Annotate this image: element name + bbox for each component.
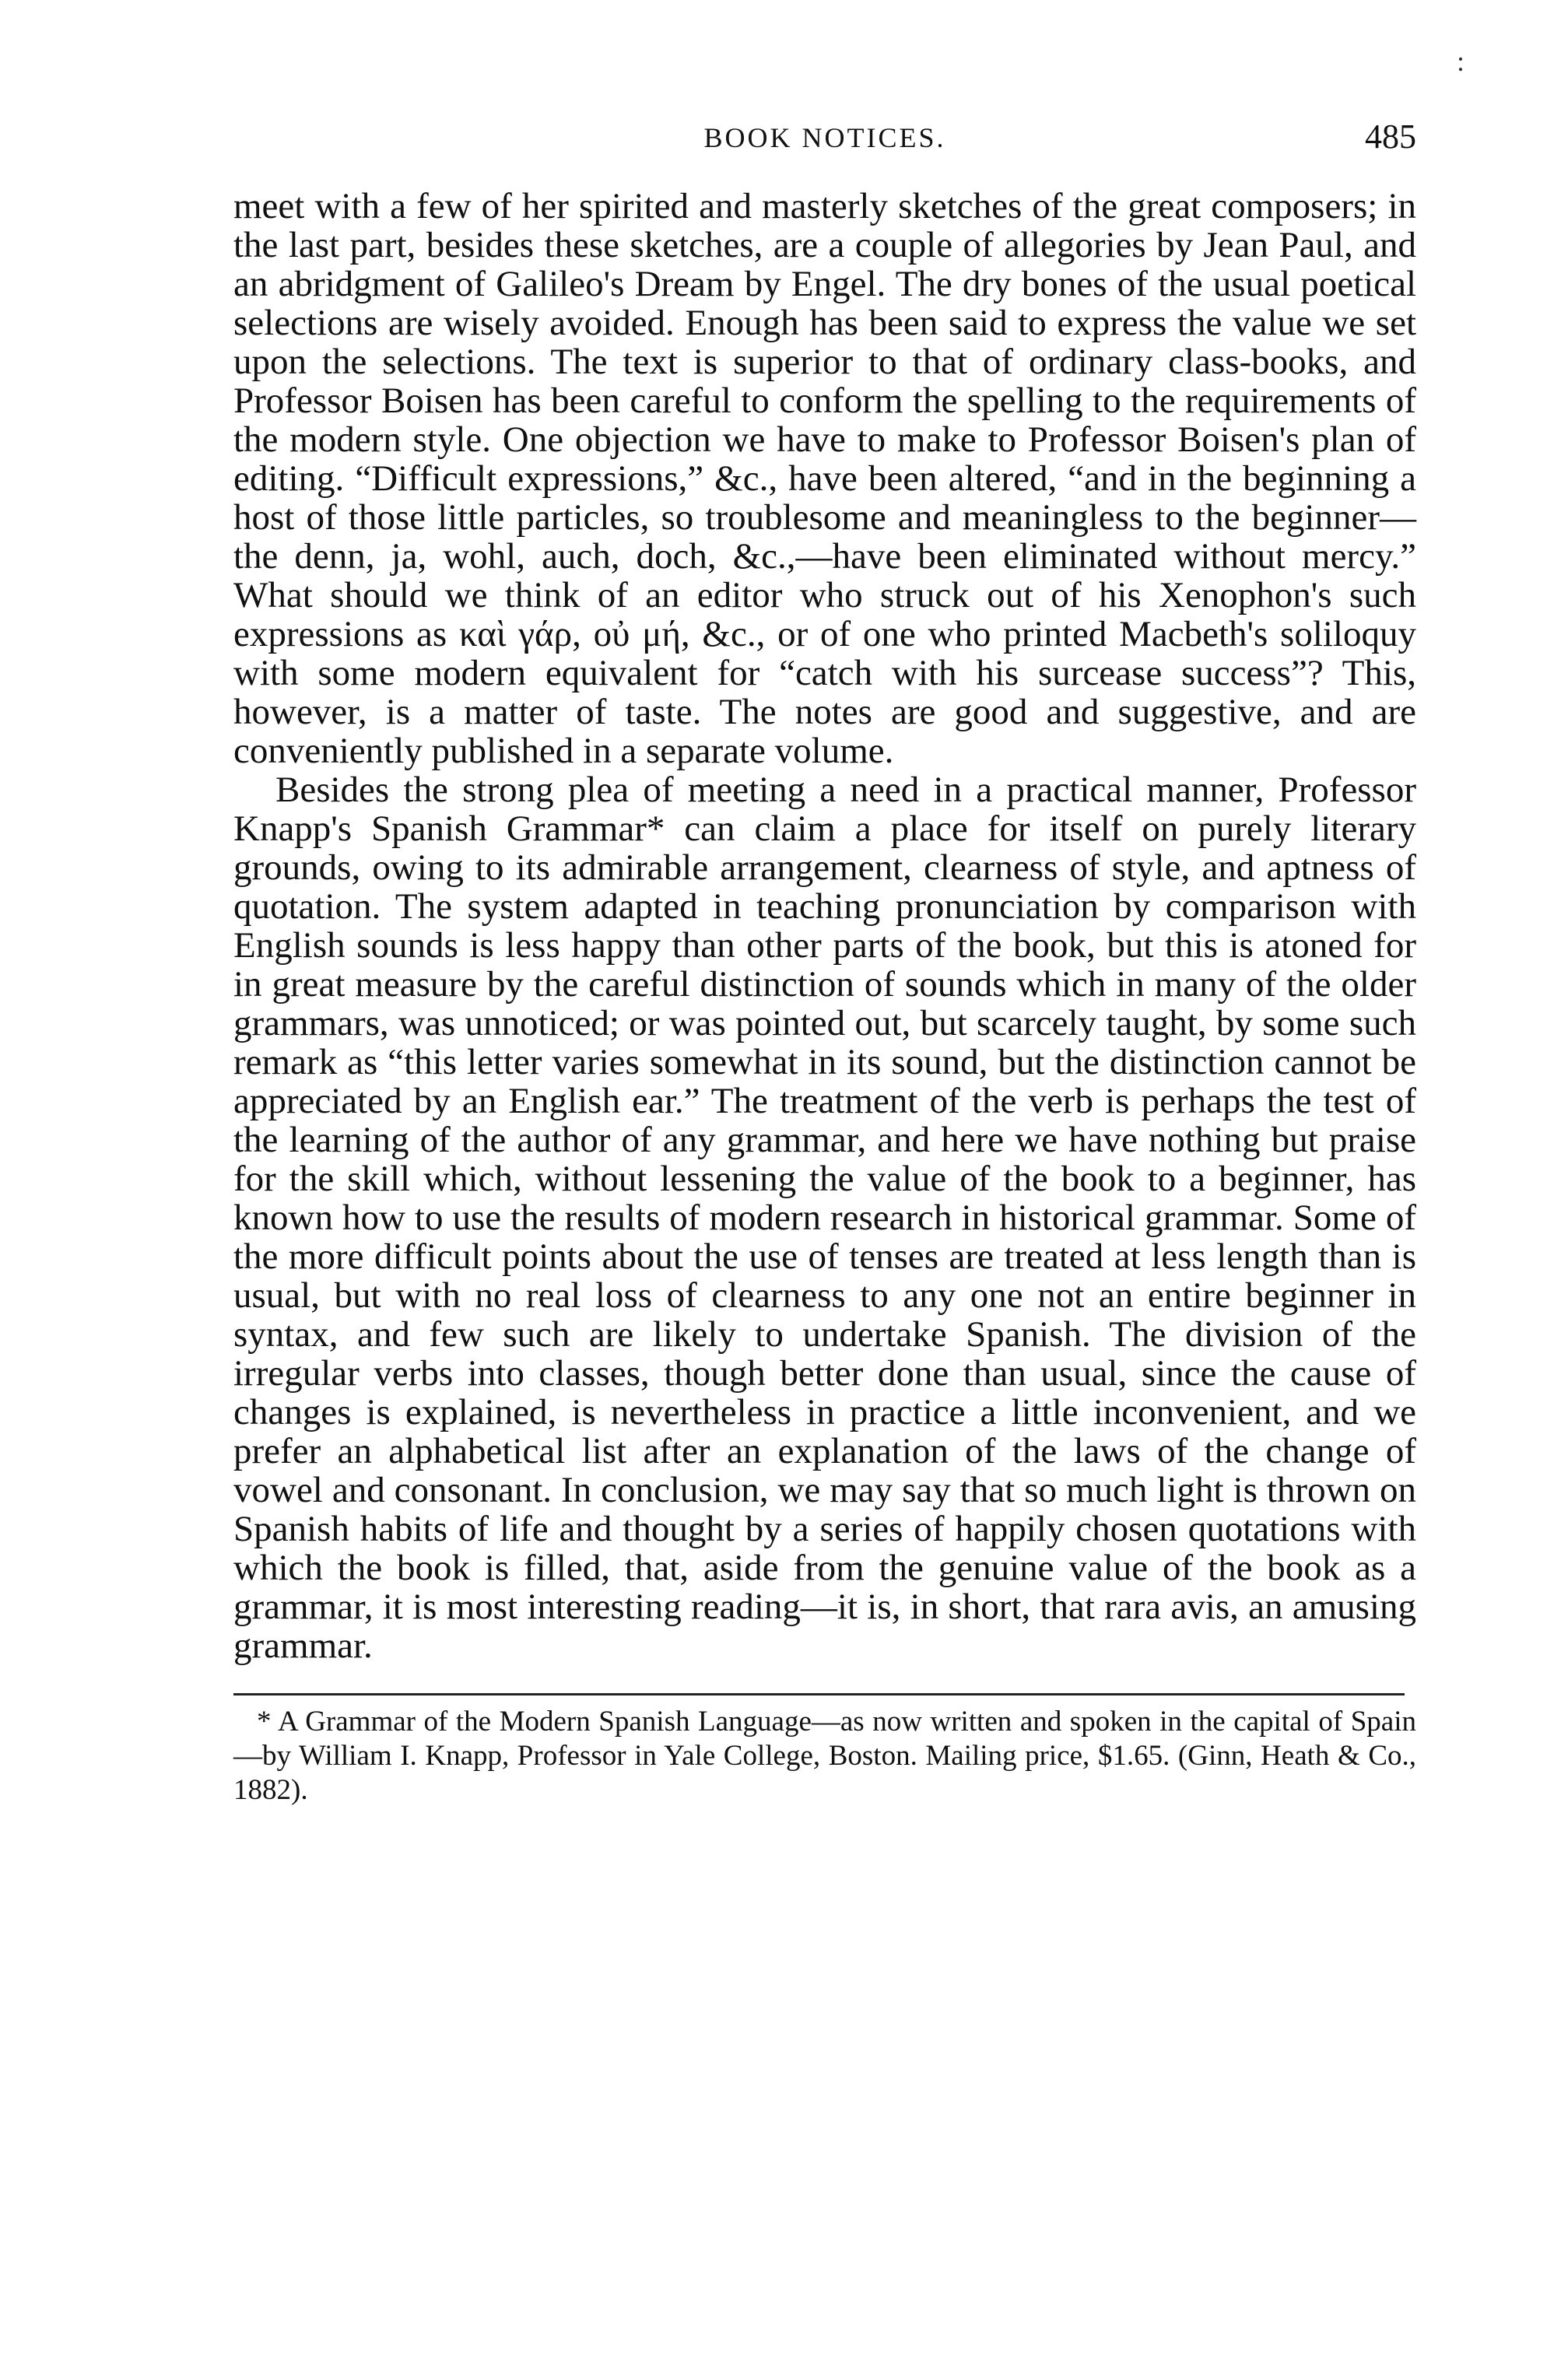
- running-head: BOOK NOTICES.: [703, 122, 946, 153]
- footnote: [233, 1705, 1416, 1808]
- corner-mark: :: [1457, 46, 1465, 77]
- footnote-divider: [233, 1693, 1405, 1695]
- body-text: [233, 187, 1416, 1665]
- footnote-text: * A Grammar of the Modern Spanish Language—as now written and spoken in the capital of Spain—by William I. Knapp, Professor in Yale College, Boston. Mailing price, $1.65. (Ginn, Heath & Co., 1882).: [233, 1706, 1416, 1806]
- paragraph-knapp-review: Besides the strong plea of meeting a need in a practical manner, Professor Knapp's Spanish Grammar* can claim a place for itself on purely literary grounds, owing to its admirable arrangement, clearness of style, and aptness of quotation. The system adapted in teaching pronunciation by comparison with English sounds is less happy than other parts of the book, but this is atoned for in great measure by the careful distinction of sounds which in many of the older grammars, was unnoticed; or was pointed out, but scarcely taught, by some such remark as “this letter varies somewhat in its sound, but the distinction cannot be appreciated by an English ear.” The treatment of the verb is perhaps the test of the learning of the author of any grammar, and here we have nothing but praise for the skill which, without lessening the value of the book to a beginner, has known how to use the results of modern research in historical grammar. Some of the more difficult points about the use of tenses are treated at less length than is usual, but with no real loss of clearness to any one not an entire beginner in syntax, and few such are likely to undertake Spanish. The division of the irregular verbs into classes, though better done than usual, since the cause of changes is explained, is nevertheless in practice a little inconvenient, and we prefer an alphabetical list after an explanation of the laws of the change of vowel and consonant. In conclusion, we may say that so much light is thrown on Spanish habits of life and thought by a series of happily chosen quotations with which the book is filled, that, aside from the genuine value of the book as a grammar, it is most interesting reading—it is, in short, that rara avis, an amusing grammar.: [233, 770, 1416, 1666]
- page-number: 485: [1365, 117, 1416, 156]
- book-page: [233, 117, 1416, 1808]
- page-header: [233, 117, 1416, 187]
- paragraph-boisen-review: meet with a few of her spirited and masterly sketches of the great composers; in the last part, besides these sketches, are a couple of allegories by Jean Paul, and an abridgment of Galileo's Dream by Engel. The dry bones of the usual poetical selections are wisely avoided. Enough has been said to express the value we set upon the selections. The text is superior to that of ordinary class-books, and Professor Boisen has been careful to conform the spelling to the requirements of the modern style. One objection we have to make to Professor Boisen's plan of editing. “Difficult expressions,” &c., have been altered, “and in the beginning a host of those little particles, so troublesome and meaningless to the beginner—the denn, ja, wohl, auch, doch, &c.,—have been eliminated without mercy.” What should we think of an editor who struck out of his Xenophon's such expressions as καὶ γάρ, οὐ μή, &c., or of one who printed Macbeth's soliloquy with some modern equivalent for “catch with his surcease success”? This, however, is a matter of taste. The notes are good and suggestive, and are conveniently published in a separate volume.: [233, 186, 1416, 771]
